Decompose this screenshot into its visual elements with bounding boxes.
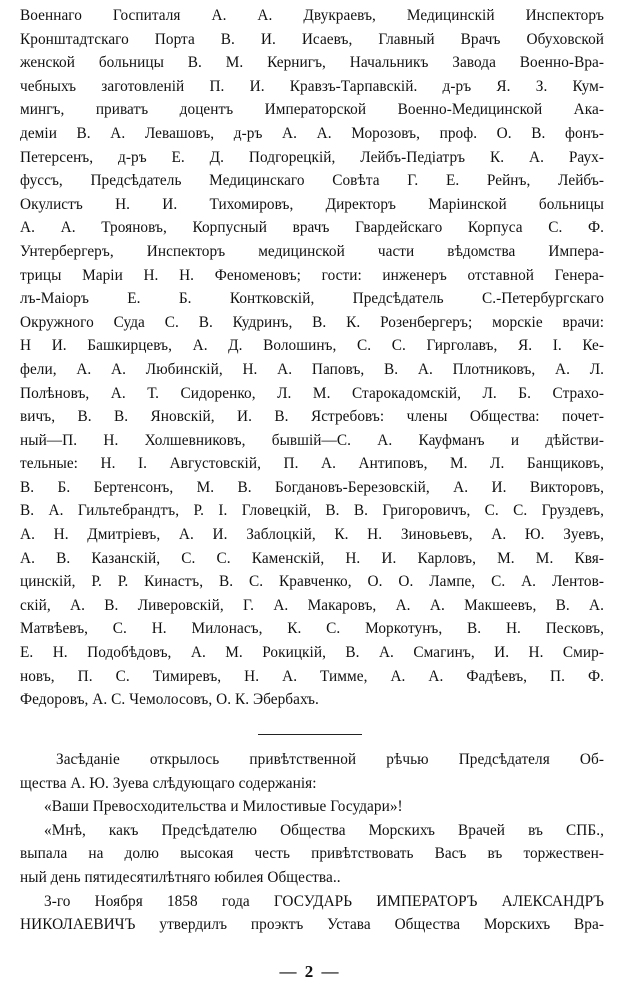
text-line: Военнаго Госпиталя А. А. Двукраевъ, Медицинскій Инспекторъ xyxy=(20,7,604,24)
speech-line: ный день пятидесятилѣтняго юбилея Общества.. xyxy=(20,868,341,886)
text-line: А. А. Трояновъ, Корпусный врачъ Гвардейскаго Корпуса С. Ф. xyxy=(20,219,604,237)
text-line: мингъ, приватъ доцентъ Императорской Военно-Медицинской Ака- xyxy=(20,101,604,119)
text-line: лъ-Маіоръ Е. Б. Контковскій, Предсѣдатель С.-Петербургскаго xyxy=(20,290,604,308)
text-line: цинскій, Р. Р. Кинастъ, В. С. Кравченко, О. О. Лампе, С. А. Лентов- xyxy=(20,573,604,591)
speech-address-line: «Ваши Превосходительства и Милостивые Государи»! xyxy=(44,798,403,816)
speech-line: выпала на долю высокая честь привѣтствовать Васъ въ торжествен- xyxy=(20,845,604,863)
text-line: Е. Н. Подобѣдовъ, А. М. Рокицкій, В. А. Смагинъ, И. Н. Смир- xyxy=(20,644,604,662)
text-line: скій, А. В. Ливеровскій, Г. А. Макаровъ, А. А. Макшеевъ, В. А. xyxy=(20,596,604,614)
text-line: новъ, П. С. Тимиревъ, Н. А. Тимме, А. А. Фадѣевъ, П. Ф. xyxy=(20,667,604,685)
page-number: — 2 — xyxy=(279,962,341,981)
text-line: фели, А. А. Любинскій, Н. А. Паповъ, В. А. Плотниковъ, А. Л. xyxy=(20,360,604,378)
text-line: тельные: Н. І. Августовскій, П. А. Антиповъ, М. Л. Банщиковъ, xyxy=(20,455,604,473)
history-line: 3-го Ноября 1858 года ГОСУДАРЬ ИМПЕРАТОРЪ АЛЕКСАНДРЪ xyxy=(44,892,604,910)
text-line: Окулистъ Н. И. Тихомировъ, Директоръ Маріинской больницы xyxy=(20,195,604,213)
history-line: НИКОЛАЕВИЧЪ утвердилъ проэктъ Устава Общества Морскихъ Вра- xyxy=(20,916,604,934)
text-line: женской больницы В. М. Кернигъ, Начальникъ Завода Военно-Вра- xyxy=(20,54,604,72)
text-line: Окружного Суда С. В. Кудринъ, В. К. Розенбергеръ; морскіе врачи: xyxy=(20,313,604,331)
meeting-opening-section xyxy=(20,748,604,937)
text-line: А. Н. Дмитріевъ, А. И. Заблоцкій, К. Н. Зиновьевъ, А. Ю. Зуевъ, xyxy=(20,526,604,544)
text-line: фуссъ, Предсѣдатель Медицинскаго Совѣта Г. Е. Рейнъ, Лейбъ- xyxy=(20,172,604,190)
text-line: А. В. Казанскій, С. С. Каменскій, Н. И. Карловъ, М. М. Квя- xyxy=(20,549,604,567)
attendee-list-paragraph xyxy=(20,4,604,712)
text-line: деміи В. А. Левашовъ, д-ръ А. А. Морозовъ, проф. О. В. фонъ- xyxy=(20,124,604,142)
text-line: Н И. Башкирцевъ, А. Д. Волошинъ, С. С. Гирголавъ, Я. І. Ке- xyxy=(20,337,604,355)
text-line: вичъ, В. В. Яновскій, И. В. Ястребовъ: члены Общества: почет- xyxy=(20,408,604,426)
text-line: трицы Маріи Н. Н. Феноменовъ; гости: инженеръ отставной Генера- xyxy=(20,266,604,284)
text-line: Полѣновъ, А. Т. Сидоренко, Л. М. Старокадомскій, Л. Б. Страхо- xyxy=(20,384,604,402)
text-line: Матвѣевъ, С. Н. Милонасъ, К. С. Моркотунъ, В. Н. Песковъ, xyxy=(20,620,604,638)
text-line: Кронштадтскаго Порта В. И. Исаевъ, Главный Врачъ Обуховской xyxy=(20,30,604,48)
text-line: ный—П. Н. Холшевниковъ, бывшій—С. А. Кауфманъ и дѣйстви- xyxy=(20,431,604,449)
text-line: Засѣданіе открылось привѣтственной рѣчью Предсѣдателя Об- xyxy=(56,751,604,768)
text-line: Унтербергеръ, Инспекторъ медицинской части вѣдомства Импера- xyxy=(20,242,604,260)
text-line: Петерсенъ, д-ръ Е. Д. Подгорецкій, Лейбъ-Педіатръ К. А. Раух- xyxy=(20,148,604,166)
text-line: В. Б. Бертенсонъ, М. В. Богдановъ-Березовскій, А. И. Викторовъ, xyxy=(20,478,604,496)
text-line: чебныхъ заготовленій П. И. Кравзъ-Тарпавскій. д-ръ Я. З. Кум- xyxy=(20,77,604,95)
section-divider xyxy=(258,734,362,735)
speech-line: «Мнѣ, какъ Предсѣдателю Общества Морскихъ Врачей въ СПБ., xyxy=(44,821,604,839)
text-line: Федоровъ, А. С. Чемолосовъ, О. К. Эбербахъ. xyxy=(20,691,319,709)
text-line: щества А. Ю. Зуева слѣдующаго содержанія: xyxy=(20,774,317,792)
text-line: В. А. Гильтебрандтъ, Р. І. Гловецкій, В. В. Григоровичъ, С. С. Груздевъ, xyxy=(20,502,604,520)
